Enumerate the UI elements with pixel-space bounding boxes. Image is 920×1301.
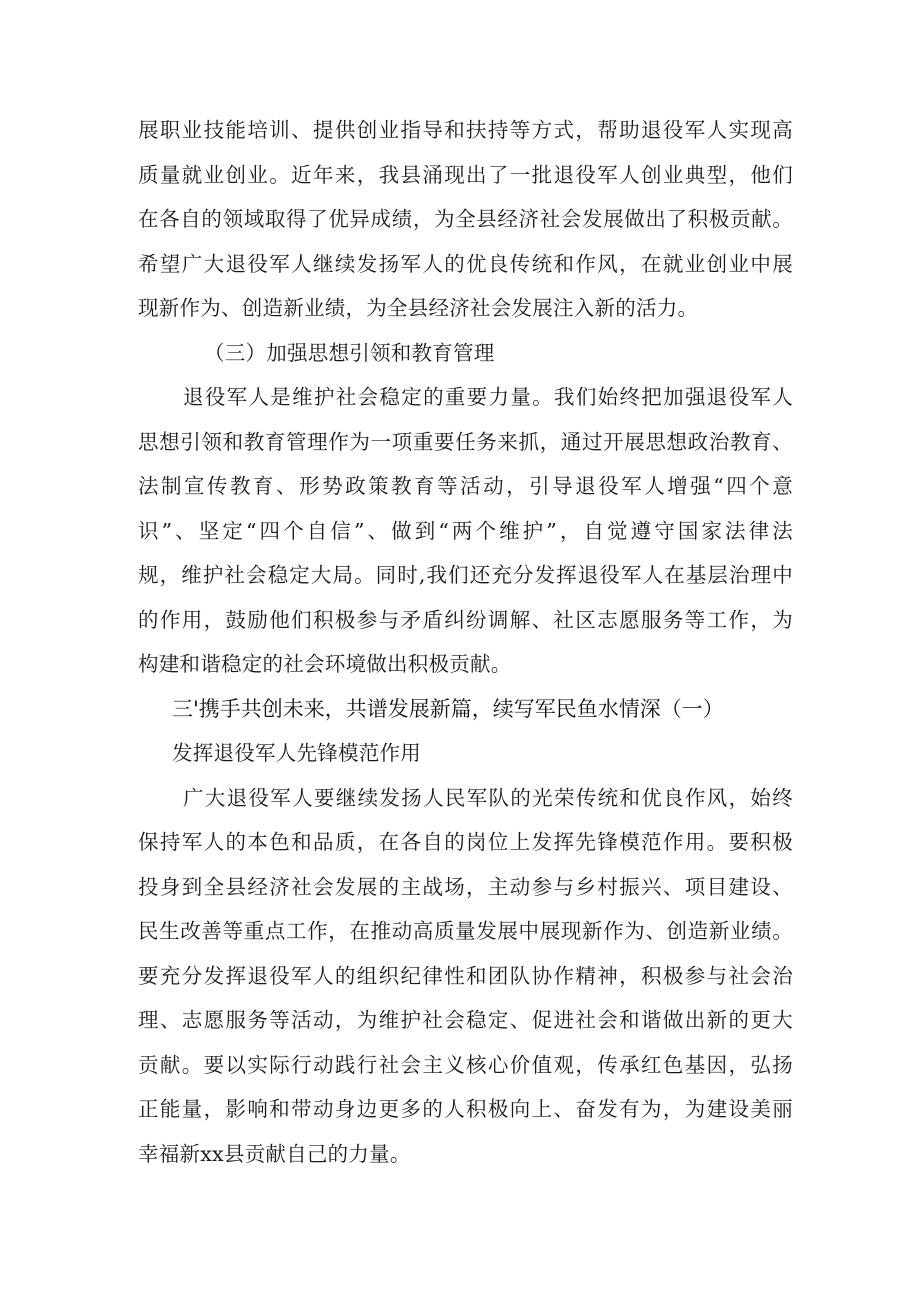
text-line: 的作用，鼓励他们积极参与矛盾纠纷调解、社区志愿服务等工作，为 (138, 607, 793, 632)
paragraph-ideology (138, 375, 793, 687)
document-body (138, 108, 793, 1176)
text-line: 现新作为、创造新业绩，为全县经济社会发展注入新的活力。 (138, 296, 699, 320)
text-line: 展职业技能培训、提供创业指导和扶持等方式，帮助退役军人实现高 (138, 118, 793, 142)
paragraph-employment (138, 108, 793, 331)
text-line: 投身到全县经济社会发展的主战场，主动参与乡村振兴、项目建设、 (138, 874, 793, 899)
text-line: 质量就业创业。近年来，我县涌现出了一批退役军人创业典型，他们 (138, 162, 793, 187)
text-line: 在各自的领域取得了优异成绩，为全县经济社会发展做出了积极贡献。 (138, 207, 793, 231)
paragraph-vanguard (138, 776, 793, 1177)
text-line: 退役军人是维护社会稳定的重要力量。我们始终把加强退役军人 (183, 385, 793, 409)
text-line: 幸福新xx县贡献自己的力量。 (138, 1141, 411, 1166)
section-subheading-3: （三）加强思想引领和教育管理 (204, 340, 495, 365)
text-line: 民生改善等重点工作，在推动高质量发展中展现新作为、创造新业绩。 (138, 919, 793, 943)
text-line: 正能量，影响和带动身边更多的人积极向上、奋发有为，为建设美丽 (138, 1097, 793, 1121)
text-line: 要充分发挥退役军人的组织纪律性和团队协作精神，积极参与社会治 (138, 963, 793, 988)
text-line: 贡献。要以实际行动践行社会主义核心价值观，传承红色基因，弘扬 (138, 1052, 793, 1077)
text-line: 广大退役军人要继续发扬人民军队的光荣传统和优良作风，始终 (183, 785, 793, 810)
text-line: 构建和谐稳定的社会环境做出积极贡献。 (138, 652, 512, 676)
section-heading-3: 三'携手共创未来，共谱发展新篇，续写军民鱼水情深（一） (172, 696, 724, 721)
text-line: 思想引领和教育管理作为一项重要任务来抓，通过开展思想政治教育、 (138, 429, 793, 454)
text-line: 希望广大退役军人继续发扬军人的优良传统和作风，在就业创业中展 (138, 251, 793, 276)
text-line: 理、志愿服务等活动，为维护社会稳定、促进社会和谐做出新的更大 (138, 1008, 793, 1032)
text-line: 法制宣传教育、形势政策教育等活动，引导退役军人增强“四个意 (138, 474, 793, 498)
text-line: 识”、坚定“四个自信”、做到“两个维护”，自觉遵守国家法律法 (138, 518, 793, 543)
text-line: 规，维护社会稳定大局。同时,我们还充分发挥退役军人在基层治理中 (138, 563, 793, 587)
section-subheading-a: 发挥退役军人先锋模范作用 (172, 741, 421, 765)
text-line: 保持军人的本色和品质，在各自的岗位上发挥先锋模范作用。要积极 (138, 830, 793, 854)
